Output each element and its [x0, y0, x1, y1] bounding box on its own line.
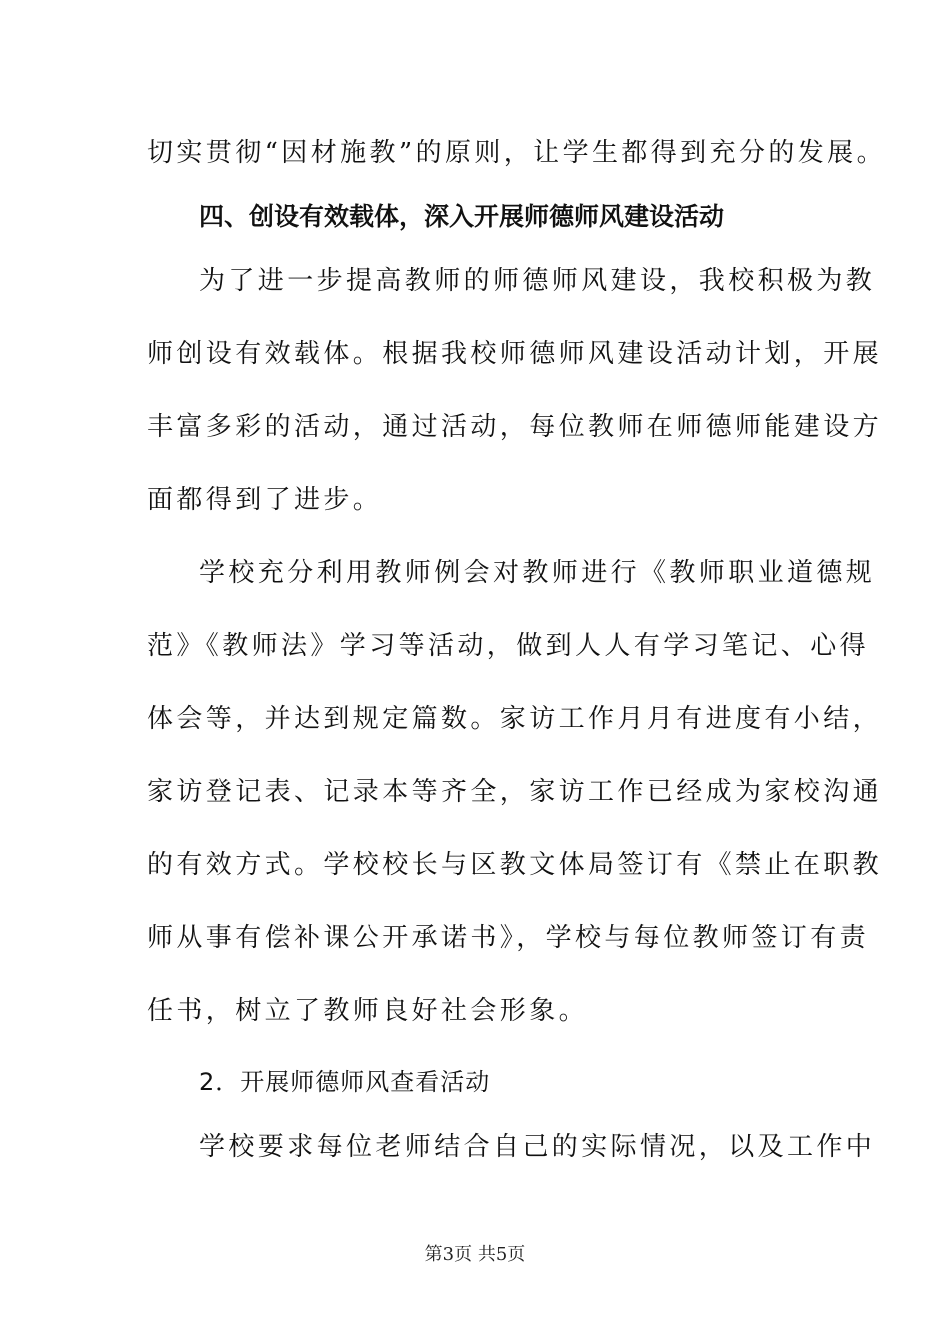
body-line: 师从事有偿补课公开承诺书》，学校与每位教师签订有责 — [147, 923, 870, 953]
body-line: 学校充分利用教师例会对教师进行《教师职业道德规 — [199, 558, 876, 588]
body-line: 面都得到了进步。 — [147, 485, 383, 515]
section-heading: 四、创设有效载体，深入开展师德师风建设活动 — [199, 202, 725, 231]
body-line: 任书，树立了教师良好社会形象。 — [147, 996, 589, 1026]
body-line: 体会等，并达到规定篇数。家访工作月月有进度有小结， — [147, 704, 883, 734]
body-line: 的有效方式。学校校长与区教文体局签订有《禁止在职教 — [147, 850, 883, 880]
page-footer: 第3页 共5页 — [424, 1244, 526, 1265]
body-line: 切实贯彻“因材施教”的原则，让学生都得到充分的发展。 — [147, 138, 886, 168]
sub-heading: 2．开展师德师风查看活动 — [199, 1068, 491, 1096]
body-line: 学校要求每位老师结合自己的实际情况，以及工作中 — [199, 1132, 876, 1162]
body-line: 丰富多彩的活动，通过活动，每位教师在师德师能建设方 — [147, 412, 883, 442]
body-line: 师创设有效载体。根据我校师德师风建设活动计划，开展 — [147, 339, 883, 369]
body-line: 为了进一步提高教师的师德师风建设，我校积极为教 — [199, 266, 876, 296]
body-line: 范》《教师法》学习等活动，做到人人有学习笔记、心得 — [147, 631, 870, 661]
body-line: 家访登记表、记录本等齐全，家访工作已经成为家校沟通 — [147, 777, 883, 807]
